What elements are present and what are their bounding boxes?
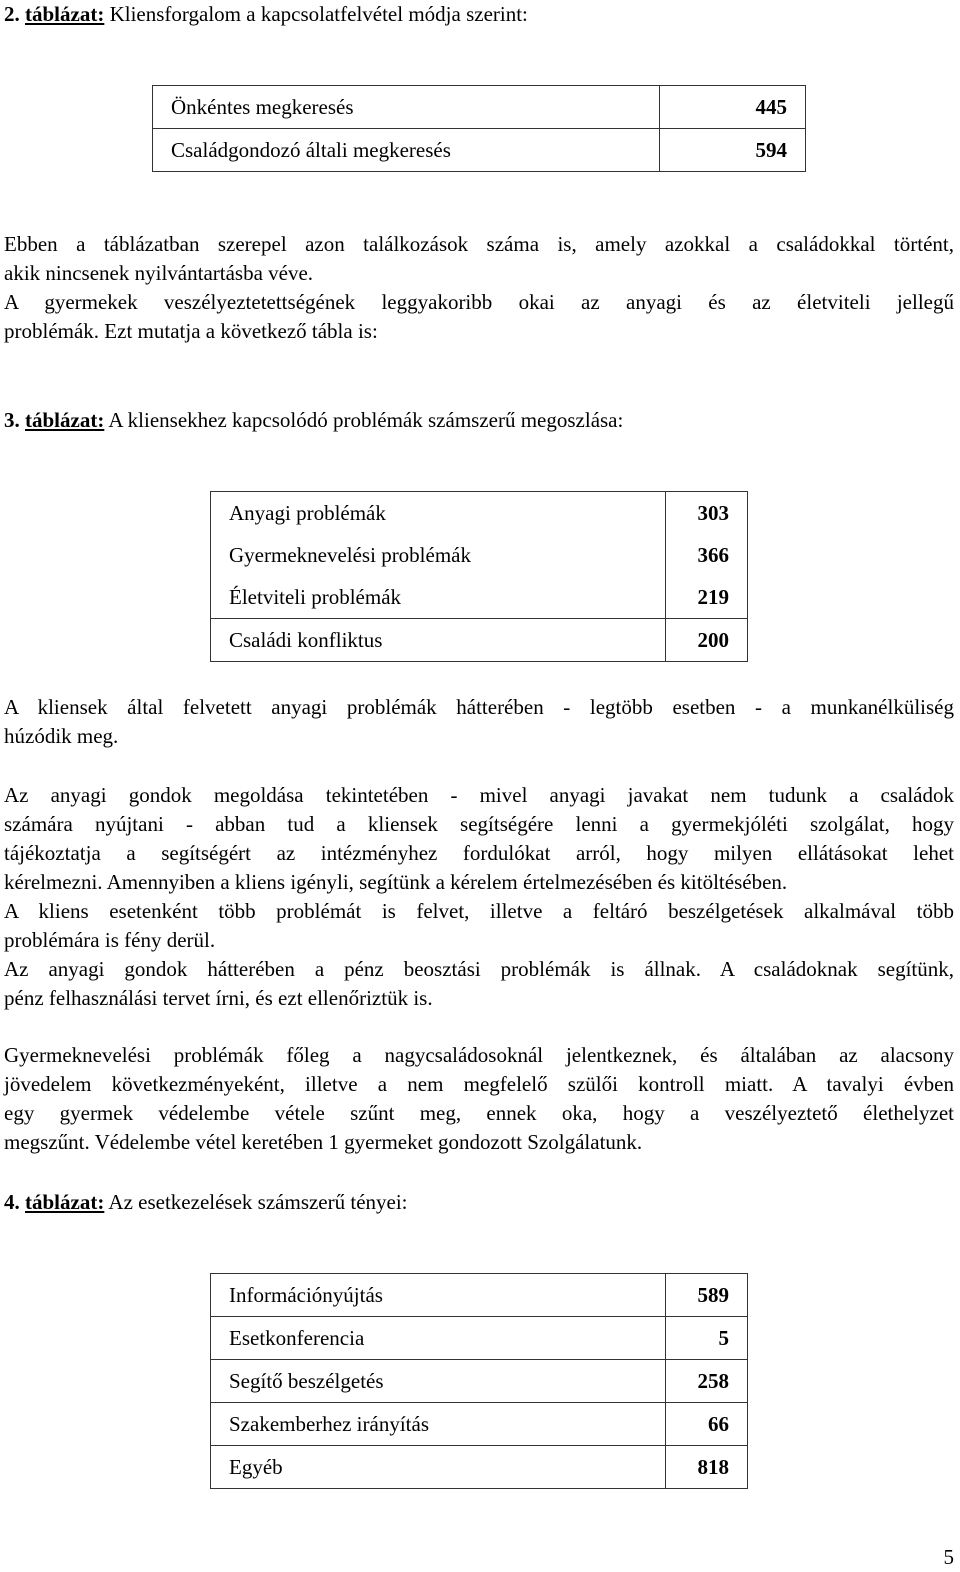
paragraph-line: húzódik meg. <box>4 724 119 748</box>
table-row <box>211 1317 748 1360</box>
table4-row-value: 818 <box>666 1446 748 1489</box>
paragraph-2 <box>4 693 954 751</box>
table-row <box>211 492 748 535</box>
paragraph-line: Ebben a táblázatban szerepel azon találkozások száma is, amely azokkal a családokkal történt, <box>4 232 954 256</box>
table3-row-label: Életviteli problémák <box>211 576 666 619</box>
table4 <box>210 1273 748 1489</box>
table4-caption <box>4 1188 954 1217</box>
table4-row-label: Információnyújtás <box>211 1274 666 1317</box>
table-row <box>211 1446 748 1489</box>
table3-number: 3. <box>4 408 20 432</box>
table-row <box>211 576 748 619</box>
table2-label: táblázat: <box>25 2 105 26</box>
paragraph-line: Gyermeknevelési problémák főleg a nagycsaládosoknál jelentkeznek, és általában az alacsony <box>4 1043 954 1067</box>
table4-title: Az esetkezelések számszerű tényei: <box>108 1190 408 1214</box>
table-row <box>211 1274 748 1317</box>
paragraph-line: kérelmezni. Amennyiben a kliens igényli, segítünk a kérelem értelmezésében és kitöltésében. <box>4 870 788 894</box>
table4-row-value: 589 <box>666 1274 748 1317</box>
paragraph-line: tájékoztatja a segítségért az intézményhez fordulókat arról, hogy milyen ellátásokat lehet <box>4 841 954 865</box>
table3-row-label: Családi konfliktus <box>211 619 666 662</box>
table3-title: A kliensekhez kapcsolódó problémák számszerű megoszlása: <box>108 408 624 432</box>
table4-row-value: 5 <box>666 1317 748 1360</box>
table2-number: 2. <box>4 2 20 26</box>
table4-row-label: Egyéb <box>211 1446 666 1489</box>
paragraph-1 <box>4 230 954 346</box>
table3-row-label: Anyagi problémák <box>211 492 666 535</box>
table4-row-label: Segítő beszélgetés <box>211 1360 666 1403</box>
paragraph-3 <box>4 781 954 1013</box>
paragraph-line: akik nincsenek nyilvántartásba véve. <box>4 261 314 285</box>
table-row <box>211 1360 748 1403</box>
page-number: 5 <box>943 1545 954 1569</box>
table2-caption <box>4 0 954 29</box>
table-row <box>211 534 748 576</box>
table3-row-value: 219 <box>666 576 748 619</box>
paragraph-line: megszűnt. Védelembe vétel keretében 1 gyermeket gondozott Szolgálatunk. <box>4 1130 643 1154</box>
table2-title: Kliensforgalom a kapcsolatfelvétel módja szerint: <box>109 2 528 26</box>
table4-row-label: Szakemberhez irányítás <box>211 1403 666 1446</box>
paragraph-line: számára nyújtani - abban tud a kliensek segítségére lenni a gyermekjóléti szolgálat, hogy <box>4 812 954 836</box>
table4-label: táblázat: <box>25 1190 105 1214</box>
table3-caption <box>4 406 954 435</box>
paragraph-4 <box>4 1041 954 1157</box>
table3 <box>210 491 748 662</box>
paragraph-line: A gyermekek veszélyeztetettségének leggyakoribb okai az anyagi és az életviteli jellegű <box>4 290 954 314</box>
table4-row-value: 258 <box>666 1360 748 1403</box>
table3-row-value: 303 <box>666 492 748 535</box>
table2-row2-label: Családgondozó általi megkeresés <box>153 129 660 172</box>
table2-row1-value: 445 <box>660 86 806 129</box>
table4-row-value: 66 <box>666 1403 748 1446</box>
table-row <box>153 86 806 129</box>
table4-number: 4. <box>4 1190 20 1214</box>
table-row <box>211 1403 748 1446</box>
table2-row1-label: Önkéntes megkeresés <box>153 86 660 129</box>
table-row <box>153 129 806 172</box>
table3-label: táblázat: <box>25 408 105 432</box>
table3-row-value: 366 <box>666 534 748 576</box>
table2 <box>152 85 806 172</box>
table4-row-label: Esetkonferencia <box>211 1317 666 1360</box>
paragraph-line: jövedelem következményeként, illetve a nem megfelelő szülői kontroll miatt. A tavalyi évben <box>4 1072 954 1096</box>
paragraph-line: A kliensek által felvetett anyagi problémák hátterében - legtöbb esetben - a munkanélküliség <box>4 695 954 719</box>
paragraph-line: pénz felhasználási tervet írni, és ezt ellenőriztük is. <box>4 986 433 1010</box>
paragraph-line: A kliens esetenként több problémát is felvet, illetve a feltáró beszélgetések alkalmával több <box>4 899 954 923</box>
paragraph-line: Az anyagi gondok megoldása tekintetében - mivel anyagi javakat nem tudunk a családok <box>4 783 954 807</box>
paragraph-line: problémára is fény derül. <box>4 928 216 952</box>
paragraph-line: problémák. Ezt mutatja a következő tábla is: <box>4 319 378 343</box>
table-row <box>211 619 748 662</box>
table3-row-value: 200 <box>666 619 748 662</box>
paragraph-line: Az anyagi gondok hátterében a pénz beosztási problémák is állnak. A családoknak segítünk, <box>4 957 954 981</box>
table2-row2-value: 594 <box>660 129 806 172</box>
table3-row-label: Gyermeknevelési problémák <box>211 534 666 576</box>
paragraph-line: egy gyermek védelembe vétele szűnt meg, ennek oka, hogy a veszélyeztető élethelyzet <box>4 1101 954 1125</box>
